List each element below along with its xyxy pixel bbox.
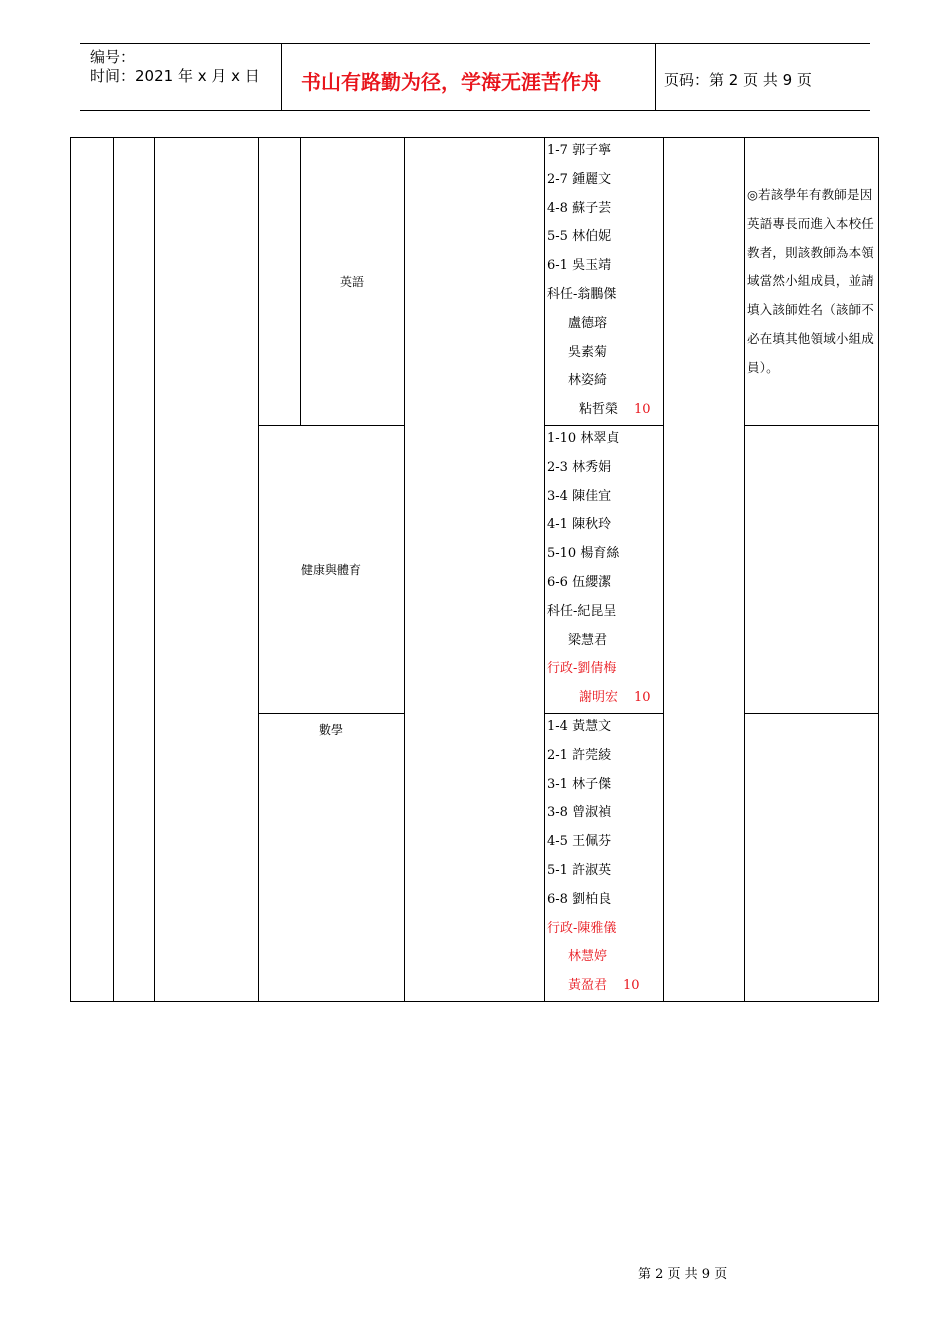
member-item: 行政-陳雅儀 (547, 920, 617, 936)
member-item: 4-5 王佩芬 (547, 834, 612, 850)
subject-label: 數學 (318, 723, 343, 737)
header-divider (281, 43, 282, 111)
row-rule (744, 425, 879, 426)
member-item: 6-8 劉柏良 (547, 891, 612, 907)
row-rule (258, 713, 405, 714)
member-item: 林姿綺 (568, 373, 608, 389)
member-list (547, 425, 651, 713)
member-item-last (547, 972, 640, 1001)
member-item-last (547, 396, 651, 425)
member-item: 吳素菊 (568, 344, 608, 360)
member-count: 10 (634, 690, 651, 706)
member-item: 梁慧君 (568, 632, 608, 648)
table-border (878, 137, 879, 1002)
header-page-label: 页码：第 2 页 共 9 页 (664, 71, 812, 89)
column-rule (744, 137, 745, 1002)
page-footer: 第 2 页 共 9 页 (638, 1267, 728, 1282)
subject-label: 健康與體育 (300, 563, 361, 577)
subject-label: 英語 (339, 275, 364, 289)
member-item: 1-10 林翠貞 (547, 431, 620, 446)
member-item: 林慧婷 (568, 949, 608, 965)
header-motto: 书山有路勤为径，学海无涯苦作舟 (301, 70, 601, 94)
member-item-last (547, 684, 651, 713)
member-item: 5-10 楊育絲 (547, 546, 620, 562)
member-item: 1-7 郭子寧 (547, 143, 612, 158)
column-rule (544, 137, 545, 1002)
document-number-label: 编号： (90, 48, 136, 66)
column-rule (154, 137, 155, 1002)
row-rule (744, 713, 879, 714)
member-item: 3-4 陳佳宜 (547, 488, 612, 504)
column-rule (404, 137, 405, 1002)
header-divider (655, 43, 656, 111)
column-rule (663, 137, 664, 1002)
document-time-label: 时间：2021 年 x 月 x 日 (90, 67, 260, 85)
member-item: 4-1 陳秋玲 (547, 517, 612, 533)
member-count: 10 (623, 978, 640, 994)
member-item: 2-3 林秀娟 (547, 459, 612, 475)
member-name: 粘哲榮 (579, 402, 619, 418)
section-note: ◎若該學年有教師是因英語專長而進入本校任教者，則該教師為本領域當然小組成員，並請填入該師姓名（該師不必在填其他領域小組成員）。 (747, 187, 875, 375)
member-list (547, 137, 651, 425)
row-rule (258, 425, 405, 426)
member-item: 2-1 許莞綾 (547, 747, 612, 763)
member-item: 6-6 伍纓潔 (547, 574, 612, 590)
header-top-rule (80, 43, 870, 44)
member-name: 謝明宏 (579, 690, 619, 706)
header-bottom-rule (80, 110, 870, 111)
member-item: 科任-翁鵬傑 (547, 286, 617, 302)
member-item: 4-8 蘇子芸 (547, 200, 612, 216)
member-item: 6-1 吳玉靖 (547, 258, 612, 274)
member-item: 3-1 林子傑 (547, 776, 612, 792)
member-item: 5-5 林伯妮 (547, 229, 612, 245)
member-count: 10 (634, 402, 651, 418)
member-list (547, 713, 640, 1001)
table-border (70, 1001, 879, 1002)
member-item: 盧德瑢 (568, 315, 608, 331)
member-item: 2-7 鍾麗文 (547, 171, 612, 187)
table-border (70, 137, 879, 138)
member-name: 黃盈君 (568, 978, 608, 994)
member-item: 科任-紀昆呈 (547, 603, 617, 619)
member-item: 1-4 黃慧文 (547, 719, 612, 734)
member-item: 行政-劉倩梅 (547, 661, 617, 677)
member-item: 3-8 曾淑禎 (547, 805, 612, 821)
column-rule (113, 137, 114, 1002)
member-item: 5-1 許淑英 (547, 862, 612, 878)
table-border (70, 137, 71, 1002)
